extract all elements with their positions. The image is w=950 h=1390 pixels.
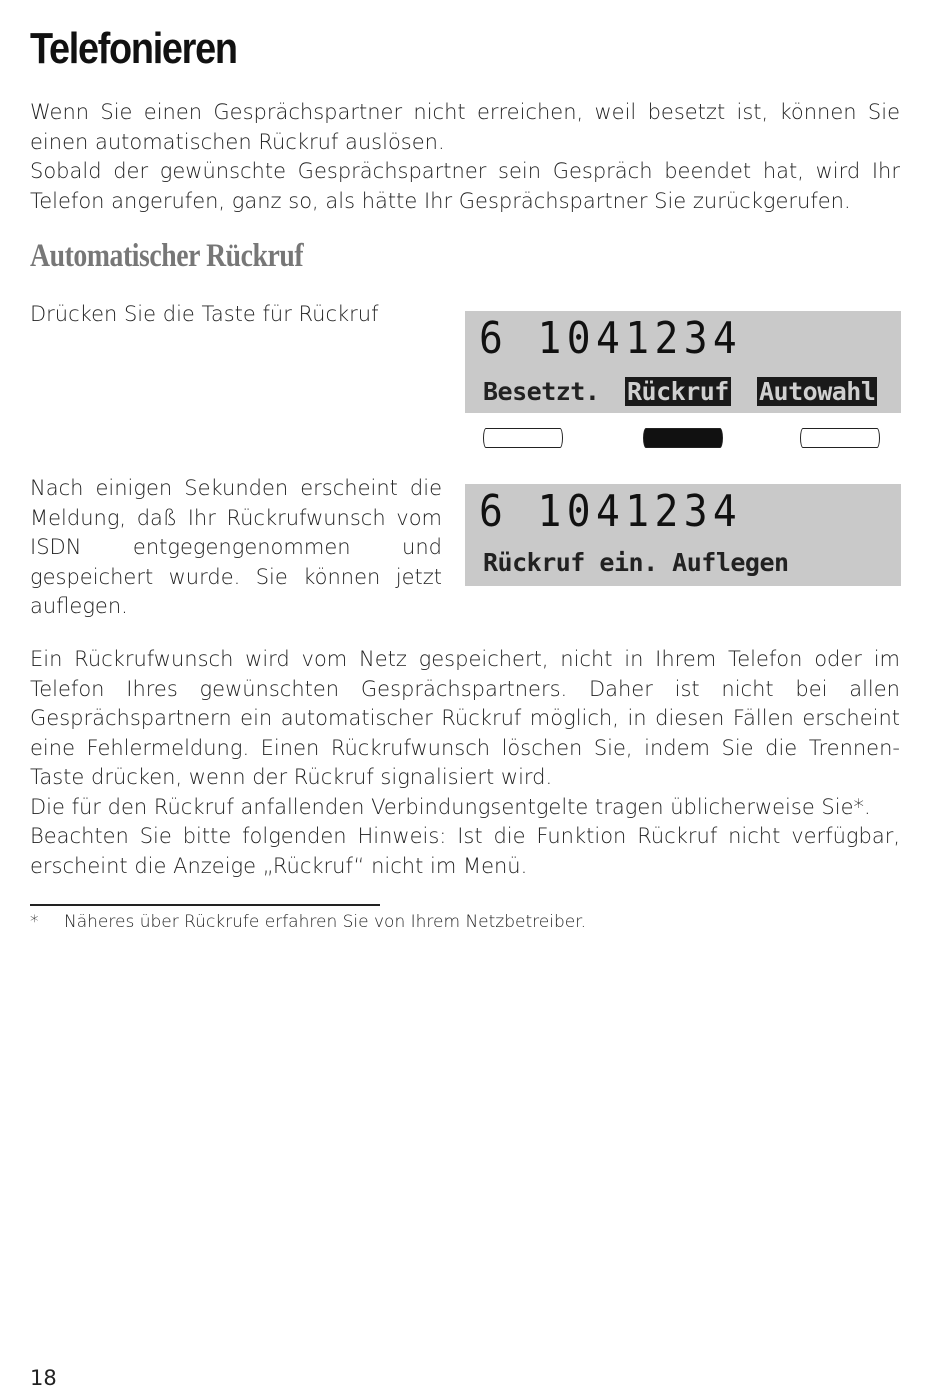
softkey-middle-button-pressed[interactable] <box>643 428 723 448</box>
page-title: Telefonieren <box>30 24 237 73</box>
footnote-text: Näheres über Rückrufe erfahren Sie von Ihrem Netzbetreiber. <box>64 912 587 932</box>
body-paragraph-3: Beachten Sie bitte folgenden Hinweis: Ist die Funktion Rückruf nicht verfügbar, erscheint die Anzeige „Rückruf“ nicht im Menü. <box>30 824 900 878</box>
footnote-mark: * <box>30 912 39 932</box>
display-phone-number: 6 1041234 <box>479 486 743 537</box>
step-1-instruction: Drücken Sie die Taste für Rückruf <box>30 302 379 326</box>
phone-display-callback-set <box>465 484 901 586</box>
body-paragraph-2: Die für den Rückruf anfallenden Verbindungsentgelte tragen üblicherweise Sie*. <box>30 794 871 819</box>
softkey-right-button[interactable] <box>800 428 880 448</box>
display-phone-number: 6 1041234 <box>479 313 743 364</box>
footnote <box>30 912 586 932</box>
body-paragraph-1: Ein Rückrufwunsch wird vom Netz gespeichert, nicht in Ihrem Telefon oder im Telefon Ihres gewünschten Gesprächspartners. Daher ist nicht bei allen Gesprächspartnern ein automatischer Rückruf möglich, in diesen Fällen erscheint eine Fehlermeldung. Einen Rückrufwunsch löschen Sie, indem Sie die Trennen-Taste drücken, wenn der Rückruf signalisiert wird. <box>30 647 900 789</box>
softkey-label-callback: Rückruf <box>627 377 729 406</box>
page-number: 18 <box>30 1366 57 1390</box>
display-message-line: Rückruf ein. Auflegen <box>483 548 789 577</box>
phone-display-busy <box>465 311 901 413</box>
intro-paragraph-2: Sobald der gewünschte Gesprächspartner sein Gespräch beendet hat, wird Ihr Telefon angerufen, ganz so, als hätte Ihr Gesprächspartner Sie zurückgerufen. <box>30 159 900 213</box>
intro-paragraph-1: Wenn Sie einen Gesprächspartner nicht erreichen, weil besetzt ist, können Sie einen automatischen Rückruf auslösen. <box>30 100 900 154</box>
section-title: Automatischer Rückruf <box>30 238 304 274</box>
display-status-busy: Besetzt. <box>483 377 600 406</box>
softkey-label-autodial: Autowahl <box>759 377 876 406</box>
footnote-divider <box>30 904 380 906</box>
body-text <box>30 645 900 881</box>
intro-text <box>30 98 900 216</box>
step-2-instruction: Nach einigen Sekunden erscheint die Meldung, daß Ihr Rückrufwunsch vom ISDN entgegengenommen und gespeichert wurde. Sie können jetzt auflegen. <box>30 476 442 618</box>
softkey-left-button[interactable] <box>483 428 563 448</box>
